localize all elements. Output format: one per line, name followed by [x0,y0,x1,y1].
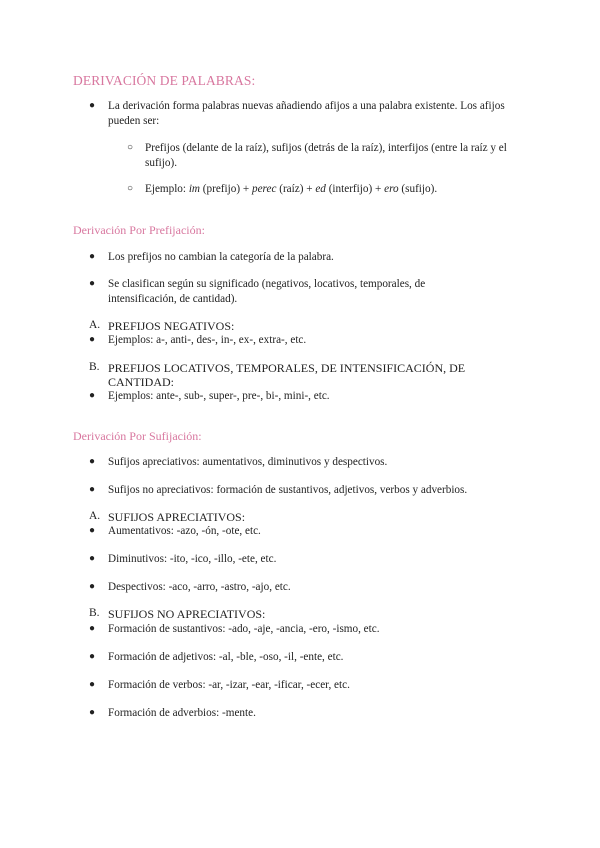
example-prefix-note: (prefijo) + [200,183,252,195]
prefix-group-item: Ejemplos: ante-, sub-, super-, pre-, bi-, mini-, etc. [108,390,330,402]
bullet-icon: ● [89,581,96,592]
suffix-group-item: Despectivos: -aco, -arro, -astro, -ajo, etc. [108,581,291,593]
bullet-icon: ● [89,623,96,634]
prefix-group-title: PREFIJOS NEGATIVOS: [108,319,235,333]
example-interfix-note: (interfijo) + [325,183,385,195]
bullet-icon: ● [89,679,96,690]
example-interfix: ed [315,183,326,195]
bullet-icon: ● [89,651,96,662]
suffix-bullet: Sufijos no apreciativos: formación de sustantivos, adjetivos, verbos y adverbios. [108,484,468,496]
section-heading-prefijacion: Derivación Por Prefijación: [73,223,205,237]
section-heading-sufijacion: Derivación Por Sufijación: [73,429,202,443]
bullet-icon: ● [89,553,96,564]
circle-bullet-icon: ○ [127,183,134,194]
suffix-group-item: Formación de adverbios: -mente. [108,707,256,719]
suffix-group-title: SUFIJOS APRECIATIVOS: [108,510,246,524]
bullet-icon: ● [89,456,96,467]
prefix-bullet: Los prefijos no cambian la categoría de la palabra. [108,251,334,263]
suffix-group-item: Diminutivos: -ito, -ico, -illo, -ete, etc. [108,553,277,565]
suffix-group-item: Formación de adjetivos: -al, -ble, -oso, -il, -ente, etc. [108,651,344,663]
page-title: DERIVACIÓN DE PALABRAS: [73,73,256,88]
suffix-group-item: Aumentativos: -azo, -ón, -ote, etc. [108,525,261,537]
suffix-group-item: Formación de sustantivos: -ado, -aje, -ancia, -ero, -ismo, etc. [108,623,380,635]
example-root: perec [251,183,277,195]
bullet-icon: ● [89,525,96,536]
group-letter: B. [89,361,100,373]
group-letter: A. [89,319,101,331]
example-prefix: im [188,183,200,195]
group-letter: A. [89,510,101,522]
prefix-group-title: PREFIJOS LOCATIVOS, TEMPORALES, DE INTENSIFICACIÓN, DE CANTIDAD: [108,361,466,389]
intro-text: La derivación forma palabras nuevas añadiendo afijos a una palabra existente. Los afijos pueden ser: [108,100,505,127]
example-suffix-note: (sufijo). [398,183,438,195]
bullet-icon: ● [89,707,96,718]
bullet-icon: ● [89,100,96,111]
bullet-icon: ● [89,390,96,401]
affix-example-text [145,182,535,197]
suffix-group-item: Formación de verbos: -ar, -izar, -ear, -ificar, -ecer, etc. [108,679,350,691]
bullet-icon: ● [89,251,96,262]
group-letter: B. [89,607,100,619]
affix-types-text: Prefijos (delante de la raíz), sufijos (detrás de la raíz), interfijos (entre la raíz y el sufijo). [145,142,507,169]
bullet-icon: ● [89,484,96,495]
example-label: Ejemplo: [145,183,189,195]
circle-bullet-icon: ○ [127,142,134,153]
suffix-bullet: Sufijos apreciativos: aumentativos, diminutivos y despectivos. [108,456,388,468]
bullet-icon: ● [89,278,96,289]
prefix-bullet: Se clasifican según su significado (negativos, locativos, temporales, de intensificación, de cantidad). [108,278,426,305]
example-root-note: (raíz) + [276,183,316,195]
bullet-icon: ● [89,334,96,345]
suffix-group-title: SUFIJOS NO APRECIATIVOS: [108,607,266,621]
example-suffix: ero [384,183,399,195]
prefix-group-item: Ejemplos: a-, anti-, des-, in-, ex-, extra-, etc. [108,334,307,346]
